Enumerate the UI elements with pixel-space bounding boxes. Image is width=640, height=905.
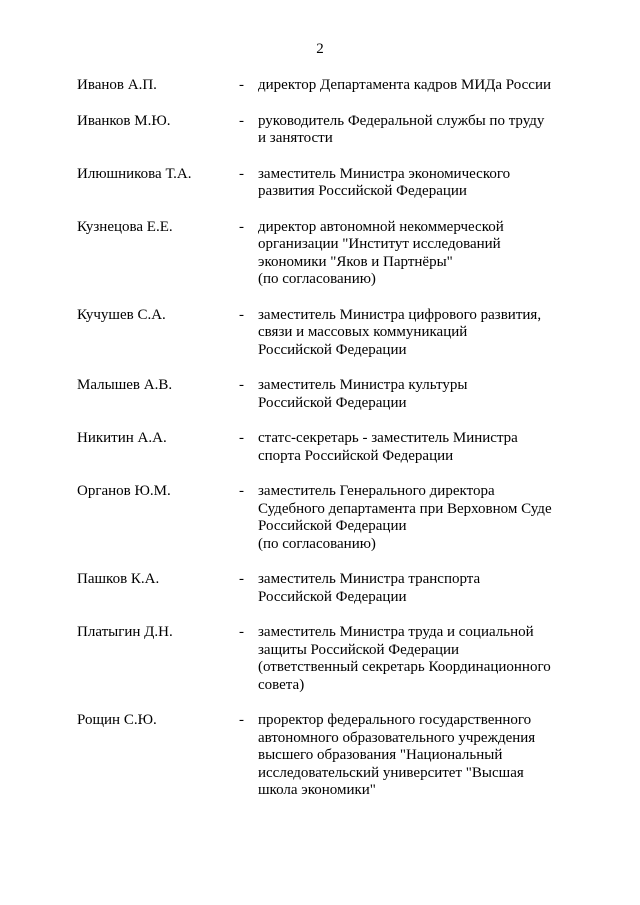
role-line: высшего образования "Национальный — [258, 747, 503, 763]
role-line: спорта Российской Федерации — [258, 447, 454, 464]
separator-dash: - — [239, 377, 244, 393]
role-line: Российской Федерации — [258, 341, 407, 358]
role-line: директор автономной некоммерческой — [258, 218, 504, 235]
separator-dash: - — [239, 483, 244, 499]
role-line: статс-секретарь - заместитель Министра — [258, 430, 518, 446]
role-line: организации "Институт исследований — [258, 236, 501, 252]
member-entry — [0, 624, 640, 694]
member-entry — [0, 430, 640, 465]
role-line: заместитель Министра экономического — [258, 165, 511, 182]
member-entry — [0, 219, 640, 289]
member-entry — [0, 166, 640, 201]
separator-dash: - — [239, 112, 244, 129]
role-line: автономного образовательного учреждения — [258, 729, 536, 746]
member-name: Малышев А.В. — [77, 377, 173, 393]
role-line: экономики "Яков и Партнёры" — [258, 253, 453, 270]
role-line: развития Российской Федерации — [258, 183, 467, 199]
role-line: Российской Федерации — [258, 518, 407, 534]
member-name: Органов Ю.М. — [77, 483, 171, 499]
member-name: Платыгин Д.Н. — [77, 624, 173, 640]
member-entry — [0, 377, 640, 412]
member-entry — [0, 712, 640, 800]
members-list — [0, 77, 640, 800]
member-name: Никитин А.А. — [77, 430, 167, 446]
role-line: заместитель Министра цифрового развития, — [258, 306, 542, 323]
member-entry — [0, 307, 640, 360]
member-entry — [0, 483, 640, 553]
separator-dash: - — [239, 77, 244, 93]
member-name: Иванов А.П. — [77, 77, 157, 93]
member-name: Кучушев С.А. — [77, 306, 166, 323]
role-line: заместитель Генерального директора — [258, 483, 495, 499]
role-line: заместитель Министра культуры — [258, 377, 468, 393]
member-role — [258, 219, 588, 289]
member-name: Кузнецова Е.Е. — [77, 218, 173, 235]
member-entry — [0, 571, 640, 606]
member-name: Рощин С.Ю. — [77, 712, 157, 728]
role-line: Российской Федерации — [258, 588, 407, 605]
role-line: совета) — [258, 676, 305, 693]
member-role — [258, 307, 588, 360]
separator-dash: - — [239, 712, 244, 728]
role-line: Судебного департамента при Верховном Суде — [258, 500, 552, 517]
separator-dash: - — [239, 165, 244, 182]
separator-dash: - — [239, 571, 244, 587]
role-line: Российской Федерации — [258, 394, 407, 411]
role-line: проректор федерального государственного — [258, 712, 532, 728]
member-role — [258, 113, 588, 148]
member-name: Пашков К.А. — [77, 571, 160, 587]
role-line: и занятости — [258, 130, 333, 146]
member-entry — [0, 77, 640, 95]
member-role — [258, 430, 588, 465]
role-line: заместитель Министра труда и социальной — [258, 624, 534, 640]
role-line: школа экономики" — [258, 782, 376, 798]
member-name: Илюшникова Т.А. — [77, 165, 192, 182]
member-role — [258, 166, 588, 201]
separator-dash: - — [239, 218, 244, 235]
role-line: заместитель Министра транспорта — [258, 571, 481, 587]
member-role — [258, 624, 588, 694]
member-role — [258, 571, 588, 606]
member-role — [258, 77, 588, 95]
role-line: (по согласованию) — [258, 271, 376, 287]
member-role — [258, 483, 588, 553]
role-line: связи и массовых коммуникаций — [258, 324, 468, 340]
separator-dash: - — [239, 306, 244, 323]
member-role — [258, 377, 588, 412]
member-role — [258, 712, 588, 800]
role-line: исследовательский университет "Высшая — [258, 764, 524, 781]
separator-dash: - — [239, 624, 244, 640]
role-line: (ответственный секретарь Координационного — [258, 659, 551, 675]
separator-dash: - — [239, 430, 244, 446]
role-line: (по согласованию) — [258, 535, 376, 552]
role-line: директор Департамента кадров МИДа России — [258, 77, 551, 93]
member-name: Иванков М.Ю. — [77, 112, 171, 129]
page-number: 2 — [316, 41, 324, 57]
role-line: руководитель Федеральной службы по труду — [258, 112, 545, 129]
role-line: защиты Российской Федерации — [258, 641, 460, 658]
member-entry — [0, 113, 640, 148]
